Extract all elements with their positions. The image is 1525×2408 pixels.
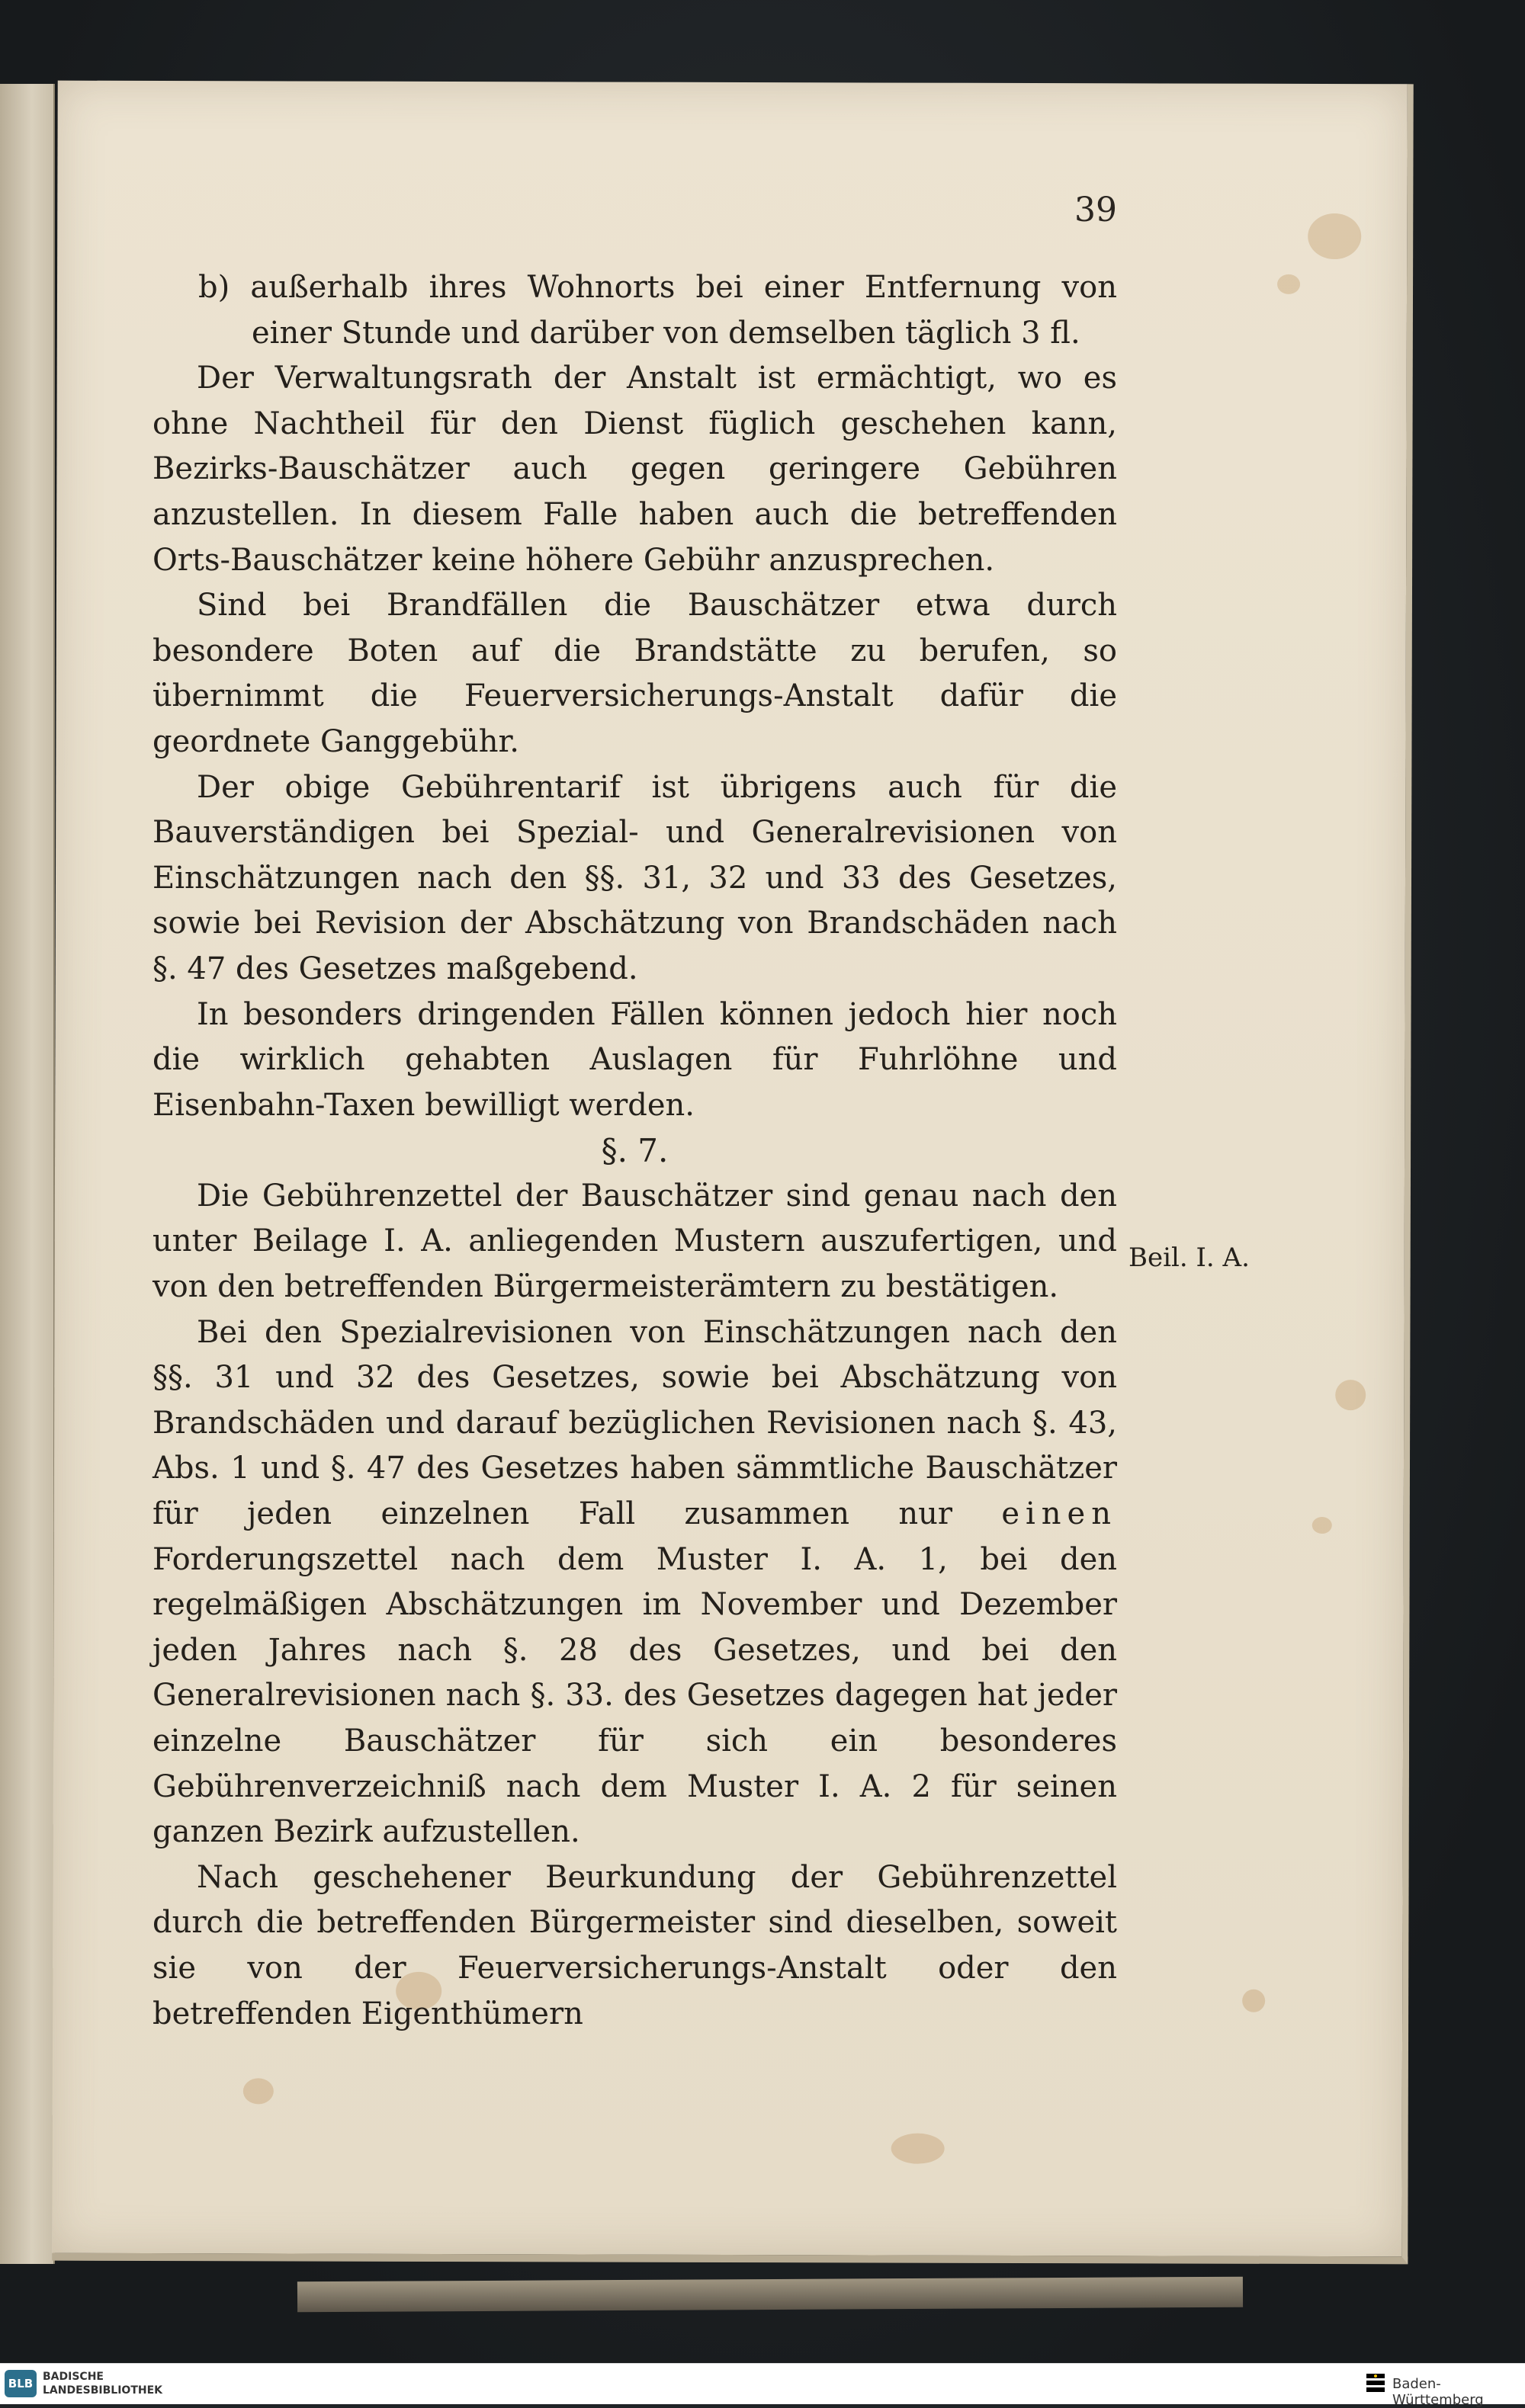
foxing-spot bbox=[1308, 213, 1361, 259]
paragraph: Der Verwaltungsrath der Anstalt ist ermächtigt, wo es ohne Nachtheil für den Dienst füglich geschehen kann, Bezirks-Bauschätzer auch gegen geringere Gebühren anzustellen. In diesem Falle haben auch die betreffenden Orts-Bauschätzer keine höhere Gebühr anzusprechen. bbox=[152, 361, 1117, 578]
library-name-line2: LANDESBIBLIOTHEK bbox=[43, 2384, 163, 2397]
foxing-spot bbox=[1312, 1517, 1332, 1534]
previous-page-edge bbox=[0, 84, 55, 2264]
paragraph-text: Forderungszettel nach dem Muster I. A. 1, bei den regelmäßigen Abschätzungen im November und Dezember jeden Jahres nach §. 28 des Gesetzes, und bei den Generalrevisionen nach §. 33. des Gesetzes dagegen hat jeder einzelne Bauschätzer für sich ein besonderes Gebührenverzeichniß nach dem Muster I. A. 2 für seinen ganzen Bezirk aufzustellen. bbox=[152, 1541, 1117, 1850]
state-label: Baden-Württemberg bbox=[1392, 2376, 1484, 2408]
paragraph: Sind bei Brandfällen die Bauschätzer etwa durch besondere Boten auf die Brandstätte zu berufen, so übernimmt die Feuerversicherungs-Anstalt dafür die geordnete Ganggebühr. bbox=[152, 588, 1117, 759]
paragraph: Der obige Gebührentarif ist übrigens auch für die Bauverständigen bei Spezial- und Generalrevisionen von Einschätzungen nach den §§. 31, 32 und 33 des Gesetzes, sowie bei Revision der Abschätzung von Brandschäden nach §. 47 des Gesetzes maßgebend. bbox=[152, 769, 1117, 986]
baden-wuerttemberg-logo-icon[interactable] bbox=[1365, 2372, 1386, 2395]
section-heading: §. 7. bbox=[601, 1132, 669, 1170]
blb-logo-icon[interactable]: BLB bbox=[5, 2370, 37, 2397]
page-body bbox=[152, 265, 1117, 2037]
foxing-spot bbox=[1335, 1380, 1366, 1410]
foxing-spot bbox=[243, 2078, 274, 2104]
list-item-b: b) außerhalb ihres Wohnorts bei einer Entfernung von einer Stunde und darüber von demselben täglich 3 fl. bbox=[198, 270, 1117, 351]
footer-bar bbox=[0, 2363, 1525, 2408]
foxing-spot bbox=[1277, 274, 1300, 294]
library-name-line1: BADISCHE bbox=[43, 2371, 104, 2383]
page-number: 39 bbox=[1074, 191, 1117, 229]
book-bottom-edge bbox=[297, 2277, 1243, 2312]
paragraph-text: Bei den Spezialrevisionen von Einschätzungen nach den §§. 31 und 32 des Gesetzes, sowie bei Abschätzung von Brandschäden und darauf bezüglichen Revisionen nach §. 43, Abs. 1 und §. 47 des Gesetzes haben sämmtliche Bauschätzer für jeden einzelnen Fall zusammen nur bbox=[152, 1314, 1117, 1532]
paragraph: Nach geschehener Beurkundung der Gebührenzettel durch die betreffenden Bürgermeister sind dieselben, soweit sie von der Feuerversicherungs-Anstalt oder den betreffenden Eigenthümern bbox=[152, 1859, 1117, 2031]
paragraph: Die Gebührenzettel der Bauschätzer sind genau nach den unter Beilage I. A. anliegenden Mustern auszufertigen, und von den betreffenden Bürgermeisterämtern zu bestätigen. bbox=[152, 1178, 1117, 1305]
foxing-spot bbox=[1242, 1990, 1265, 2012]
paragraph bbox=[152, 1310, 1117, 1855]
paragraph: In besonders dringenden Fällen können jedoch hier noch die wirklich gehabten Auslagen für Fuhrlöhne und Eisenbahn-Taxen bewilligt werden. bbox=[152, 996, 1117, 1123]
library-name bbox=[43, 2370, 162, 2397]
emphasized-word: einen bbox=[1001, 1496, 1117, 1532]
foxing-spot bbox=[891, 2134, 945, 2164]
margin-note: Beil. I. A. bbox=[1128, 1242, 1250, 1273]
